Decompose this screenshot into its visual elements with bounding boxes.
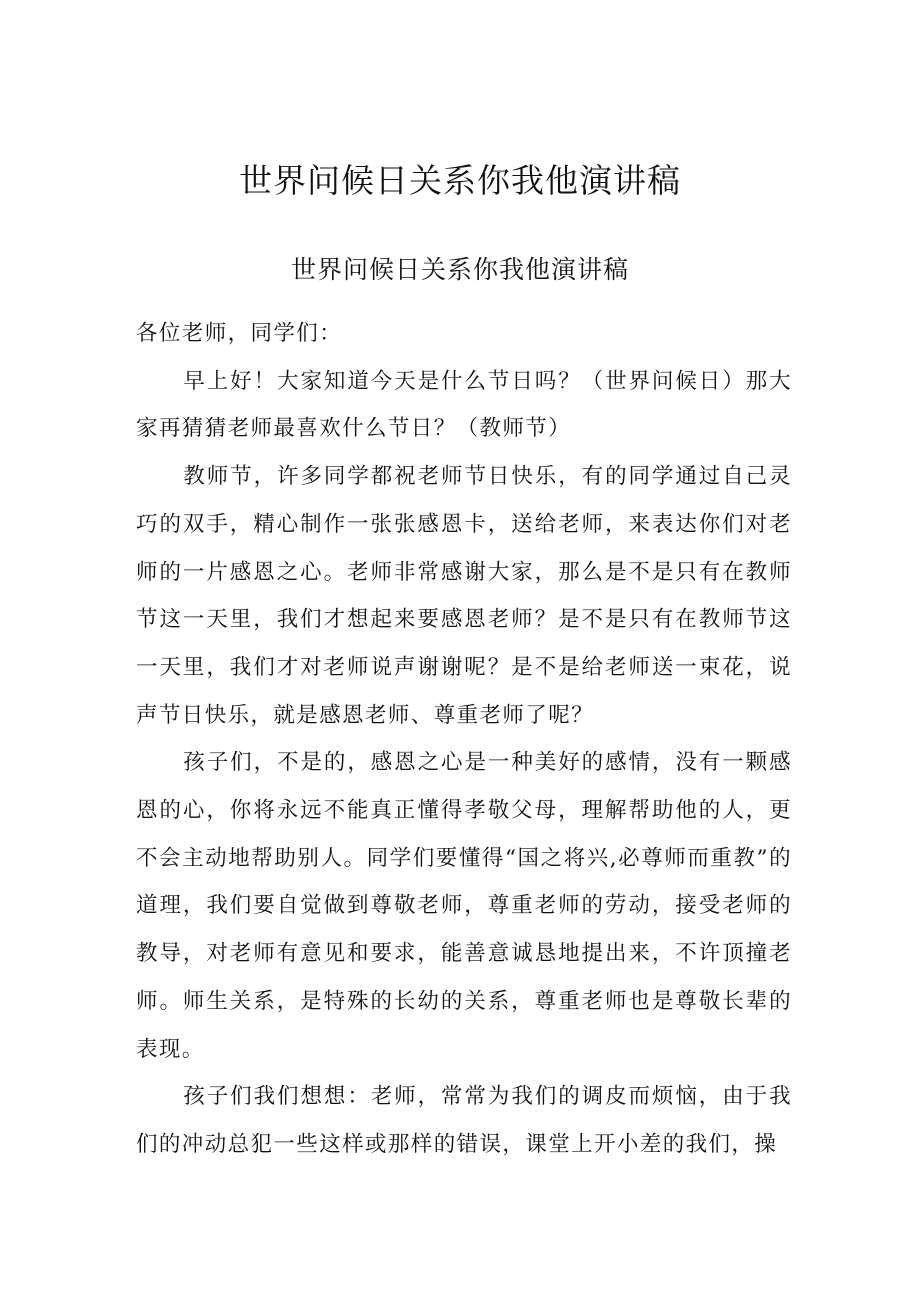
salutation: 各位老师，同学们： bbox=[136, 321, 343, 346]
paragraph-1: 早上好！大家知道今天是什么节日吗？（世界问候日）那大家再猜猜老师最喜欢什么节日？（教师节） bbox=[136, 368, 792, 442]
paragraph-2: 教师节，许多同学都祝老师节日快乐，有的同学通过自己灵巧的双手，精心制作一张张感恩卡，送给老师，来表达你们对老师的一片感恩之心。老师非常感谢大家，那么是不是只有在教师节这一天里，我们才想起来要感恩老师？是不是只有在教师节这一天里，我们才对老师说声谢谢呢？是不是给老师送一束花，说声节日快乐，就是感恩老师、尊重老师了呢？ bbox=[136, 464, 792, 728]
document-subtitle: 世界问候日关系你我他演讲稿 bbox=[290, 255, 629, 284]
document-title: 世界问候日关系你我他演讲稿 bbox=[239, 161, 681, 200]
document-body bbox=[136, 310, 792, 1169]
paragraph-3: 孩子们，不是的，感恩之心是一种美好的感情，没有一颗感恩的心，你将永远不能真正懂得孝敬父母，理解帮助他的人，更不会主动地帮助别人。同学们要懂得“国之将兴,必尊师而重教”的道理，我们要自觉做到尊敬老师，尊重老师的劳动，接受老师的教导，对老师有意见和要求，能善意诚恳地提出来，不许顶撞老师。师生关系，是特殊的长幼的关系，尊重老师也是尊敬长辈的表现。 bbox=[136, 750, 792, 1062]
paragraph-4: 孩子们我们想想：老师，常常为我们的调皮而烦恼，由于我们的冲动总犯一些这样或那样的错误，课堂上开小差的我们，操 bbox=[136, 1084, 792, 1157]
